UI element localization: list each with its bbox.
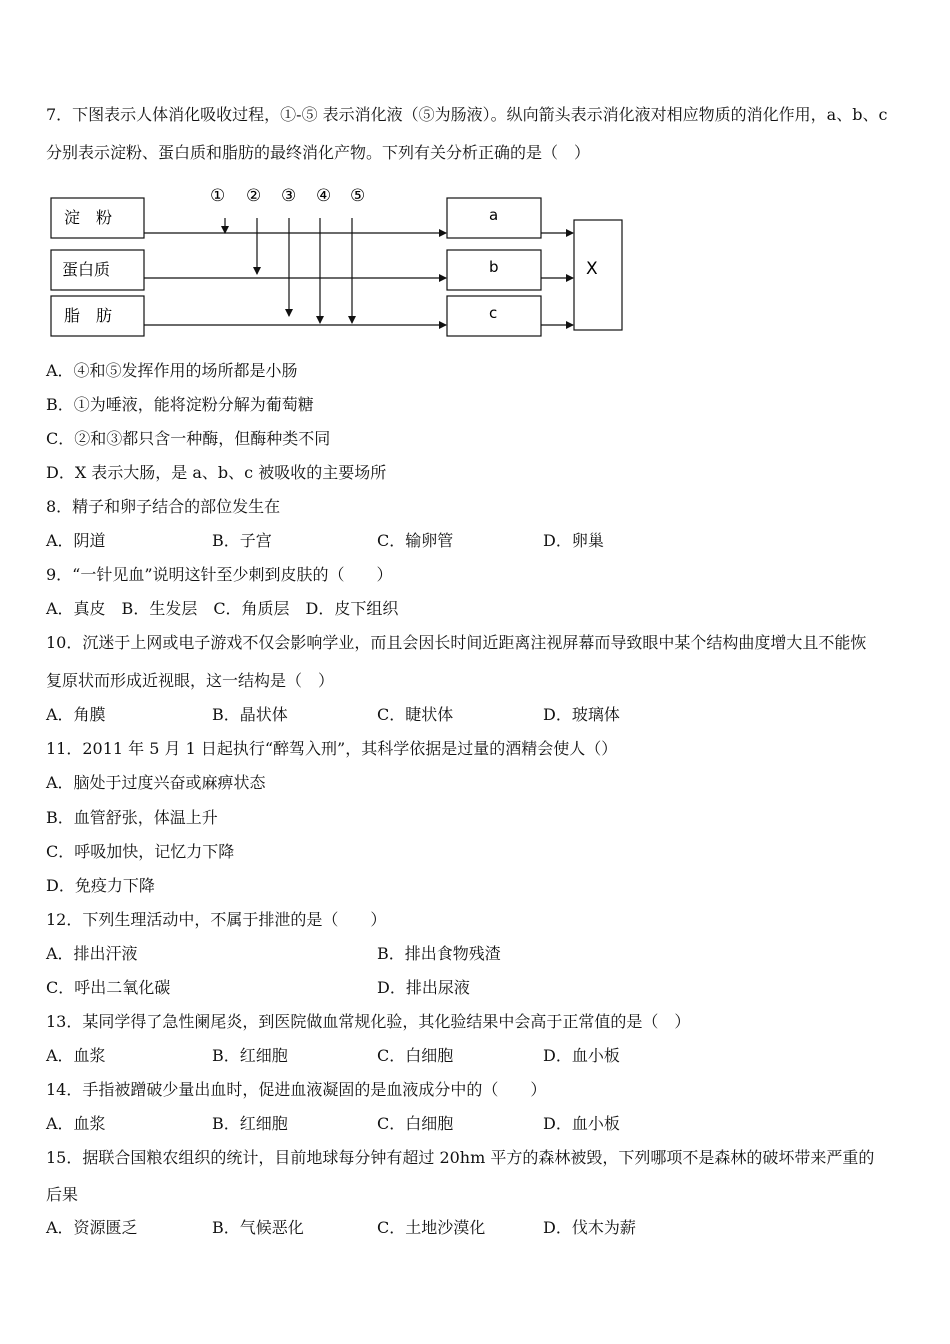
q14-option-a: A．血浆 (46, 1114, 106, 1133)
q7-option-a: A．④和⑤发挥作用的场所都是小肠 (46, 361, 298, 380)
q10-option-d: D．玻璃体 (543, 705, 620, 724)
digestion-diagram (46, 182, 626, 340)
q10-stem-line1: 10．沉迷于上网或电子游戏不仅会影响学业，而且会因长时间近距离注视屏幕而导致眼中某个结构曲度增大且不能恢 (46, 633, 867, 652)
q10-option-b: B．晶状体 (212, 705, 288, 724)
q14-stem: 14．手指被蹭破少量出血时，促进血液凝固的是血液成分中的（ ） (46, 1080, 547, 1099)
q12-stem: 12．下列生理活动中，不属于排泄的是（ ） (46, 910, 387, 929)
juice-label-2: ② (246, 186, 262, 206)
q15-option-d: D．伐木为薪 (543, 1218, 636, 1237)
source-label-fat: 脂 肪 (64, 306, 113, 325)
q7-stem-line1: 7．下图表示人体消化吸收过程，①-⑤ 表示消化液（⑤为肠液）。纵向箭头表示消化液对相应物质的消化作用，a、b、c (46, 105, 888, 124)
juice-label-4: ④ (316, 186, 332, 206)
q8-option-b: B．子宫 (212, 531, 272, 550)
product-label-a: a (489, 206, 499, 224)
juice-label-1: ① (210, 186, 226, 206)
q8-option-c: C．输卵管 (377, 531, 454, 550)
q9-stem: 9．“一针见血”说明这针至少刺到皮肤的（ ） (46, 565, 393, 584)
q11-stem: 11．2011 年 5 月 1 日起执行“醉驾入刑”，其科学依据是过量的酒精会使人（） (46, 739, 618, 758)
q15-stem-line1: 15．据联合国粮农组织的统计，目前地球每分钟有超过 20hm 平方的森林被毁，下列哪项不是森林的破坏带来严重的 (46, 1148, 875, 1167)
q10-stem-line2: 复原状而形成近视眼，这一结构是（ ） (46, 671, 335, 690)
product-label-b: b (489, 258, 499, 276)
q11-option-b: B．血管舒张，体温上升 (46, 808, 218, 827)
q14-option-b: B．红细胞 (212, 1114, 288, 1133)
q12-option-b: B．排出食物残渣 (377, 944, 501, 963)
q7-option-c: C．②和③都只含一种酶，但酶种类不同 (46, 429, 331, 448)
absorb-box-x (574, 220, 622, 330)
q15-stem-line2: 后果 (46, 1185, 79, 1204)
q7-option-d: D．X 表示大肠，是 a、b、c 被吸收的主要场所 (46, 463, 387, 482)
source-label-starch: 淀 粉 (64, 208, 113, 227)
q13-option-c: C．白细胞 (377, 1046, 454, 1065)
q14-option-d: D．血小板 (543, 1114, 620, 1133)
q7-option-b: B．①为唾液，能将淀粉分解为葡萄糖 (46, 395, 314, 414)
juice-label-5: ⑤ (350, 186, 366, 206)
source-label-protein: 蛋白质 (62, 260, 111, 279)
q7-stem-line2: 分别表示淀粉、蛋白质和脂肪的最终消化产物。下列有关分析正确的是（ ） (46, 143, 591, 162)
q15-option-a: A．资源匮乏 (46, 1218, 138, 1237)
q10-option-a: A．角膜 (46, 705, 106, 724)
q9-options: A．真皮 B．生发层 C．角质层 D．皮下组织 (46, 599, 399, 618)
q11-option-d: D．免疫力下降 (46, 876, 155, 895)
q13-option-b: B．红细胞 (212, 1046, 288, 1065)
q13-stem: 13．某同学得了急性阑尾炎，到医院做血常规化验，其化验结果中会高于正常值的是（ ） (46, 1012, 691, 1031)
q13-option-d: D．血小板 (543, 1046, 620, 1065)
q12-option-c: C．呼出二氧化碳 (46, 978, 171, 997)
q12-option-d: D．排出尿液 (377, 978, 470, 997)
q8-option-a: A．阴道 (46, 531, 106, 550)
absorb-label-x: X (586, 259, 598, 279)
q8-option-d: D．卵巢 (543, 531, 604, 550)
q15-option-b: B．气候恶化 (212, 1218, 304, 1237)
q15-option-c: C．土地沙漠化 (377, 1218, 486, 1237)
q12-option-a: A．排出汗液 (46, 944, 138, 963)
q10-option-c: C．睫状体 (377, 705, 454, 724)
product-label-c: c (489, 304, 498, 322)
q14-option-c: C．白细胞 (377, 1114, 454, 1133)
q13-option-a: A．血浆 (46, 1046, 106, 1065)
juice-label-3: ③ (281, 186, 297, 206)
q11-option-a: A．脑处于过度兴奋或麻痹状态 (46, 773, 266, 792)
q8-stem: 8．精子和卵子结合的部位发生在 (46, 497, 281, 516)
q11-option-c: C．呼吸加快，记忆力下降 (46, 842, 235, 861)
